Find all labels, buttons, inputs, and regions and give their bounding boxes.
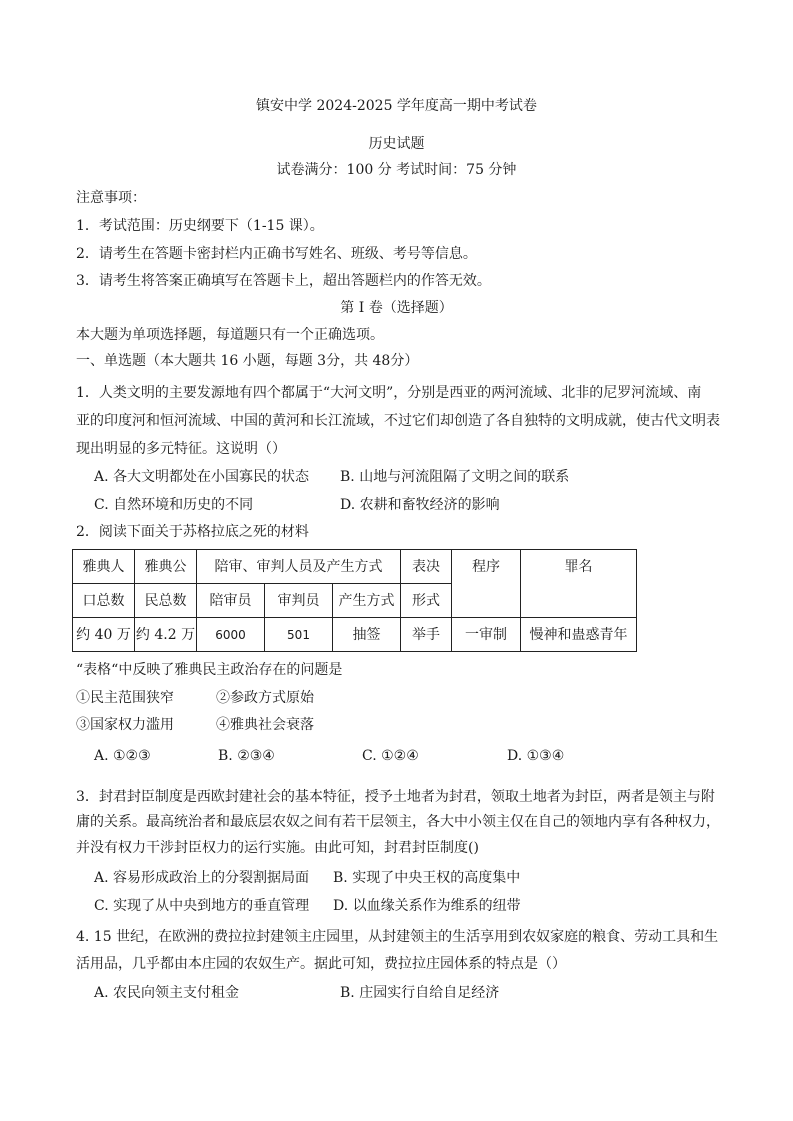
q1-option-b: B. 山地与河流阻隔了文明之间的联系: [340, 469, 570, 485]
section-title: 第 I 卷（选择题）: [340, 300, 453, 316]
q1-option-a: A. 各大文明都处在小国寡民的状态: [94, 469, 310, 485]
header-citizens-cont: 民总数: [135, 584, 197, 618]
q2-statement-2: ②参政方式原始: [216, 690, 314, 706]
cell-jurors: 6000: [197, 618, 265, 652]
q2-statement-1: ①民主范围狭窄: [76, 690, 174, 706]
q2-question: “表格“中反映了雅典民主政治存在的问题是: [76, 662, 343, 678]
cell-method: 抽签: [333, 618, 401, 652]
q4-stem-line: 4. 15 世纪，在欧洲的费拉拉封建领主庄园里，从封建领主的生活享用到农奴家庭的粮食、劳动工具和生: [76, 929, 719, 945]
header-population: 雅典人: [73, 550, 135, 584]
q2-option-a: A. ①②③: [94, 748, 151, 764]
q3-stem-line: 庸的关系。最高统治者和最底层农奴之间有若干层领主，各大中小领主仅在自己的领地内享有各种权力，: [76, 814, 720, 830]
q2-stem: 2．阅读下面关于苏格拉底之死的材料: [76, 524, 309, 540]
subheader-judges: 审判员: [265, 584, 333, 618]
header-population-cont: 口总数: [73, 584, 135, 618]
q2-statement-3: ③国家权力滥用: [76, 717, 174, 733]
subheader-jurors: 陪审员: [197, 584, 265, 618]
subheader-method: 产生方式: [333, 584, 401, 618]
header-vote-form-cont: 形式: [401, 584, 452, 618]
q1-option-d: D. 农耕和畜牧经济的影响: [340, 497, 500, 513]
q3-stem-line: 并没有权力干涉封臣权力的运行实施。由此可知，封君封臣制度(): [76, 840, 479, 856]
exam-info: 试卷满分：100 分 考试时间：75 分钟: [276, 162, 517, 178]
cell-population: 约 40 万: [73, 618, 135, 652]
cell-citizens: 约 4.2 万: [135, 618, 197, 652]
q1-option-c: C. 自然环境和历史的不同: [94, 497, 254, 513]
note-item: 1．考试范围：历史纲要下（1-15 课）。: [76, 218, 324, 234]
q2-option-c: C. ①②④: [362, 748, 419, 764]
section-part: 一、单选题（本大题共 16 小题，每题 3分，共 48分）: [76, 353, 419, 369]
q3-option-c: C. 实现了从中央到地方的垂直管理: [94, 898, 310, 914]
q3-option-a: A. 容易形成政治上的分裂割据局面: [94, 870, 310, 886]
cell-charge: 慢神和蛊惑青年: [521, 618, 637, 652]
header-citizens: 雅典公: [135, 550, 197, 584]
q4-option-a: A. 农民向领主支付租金: [94, 985, 240, 1001]
cell-vote: 举手: [401, 618, 452, 652]
q4-option-b: B. 庄园实行自给自足经济: [340, 985, 500, 1001]
note-item: 3．请考生将答案正确填写在答题卡上，超出答题栏内的作答无效。: [76, 273, 491, 289]
q2-statement-4: ④雅典社会衰落: [216, 717, 314, 733]
header-vote-form: 表决: [401, 550, 452, 584]
q1-stem-line: 1．人类文明的主要发源地有四个都属于“大河文明”，分别是西亚的两河流域、北非的尼罗河流域、南: [76, 385, 702, 401]
section-intro: 本大题为单项选择题，每道题只有一个正确选项。: [76, 327, 384, 343]
cell-procedure: 一审制: [452, 618, 521, 652]
header-procedure: 程序: [452, 550, 521, 618]
header-trial-personnel: 陪审、审判人员及产生方式: [197, 550, 401, 584]
q3-option-d: D. 以血缘关系作为维系的纽带: [333, 898, 521, 914]
q3-stem-line: 3．封君封臣制度是西欧封建社会的基本特征，授予土地者为封君，领取土地者为封臣，两者是领主与附: [76, 789, 715, 805]
q2-option-b: B. ②③④: [218, 748, 275, 764]
q3-option-b: B. 实现了中央王权的高度集中: [333, 870, 521, 886]
q1-stem-line: 亚的印度河和恒河流域、中国的黄河和长江流域，不过它们却创造了各自独特的文明成就，使古代文明表: [76, 413, 720, 429]
q2-option-d: D. ①③④: [507, 748, 565, 764]
cell-judges: 501: [265, 618, 333, 652]
q1-stem-line: 现出明显的多元特征。这说明（）: [76, 441, 286, 457]
header-charge: 罪名: [521, 550, 637, 618]
note-item: 2．请考生在答题卡密封栏内正确书写姓名、班级、考号等信息。: [76, 246, 477, 262]
subject-title: 历史试题: [368, 136, 425, 152]
notes-heading: 注意事项：: [76, 190, 146, 206]
exam-title: 镇安中学 2024-2025 学年度高一期中考试卷: [256, 98, 537, 114]
socrates-material-table: [72, 549, 637, 652]
q4-stem-line: 活用品，几乎都由本庄园的农奴生产。据此可知，费拉拉庄园体系的特点是（）: [76, 956, 566, 972]
